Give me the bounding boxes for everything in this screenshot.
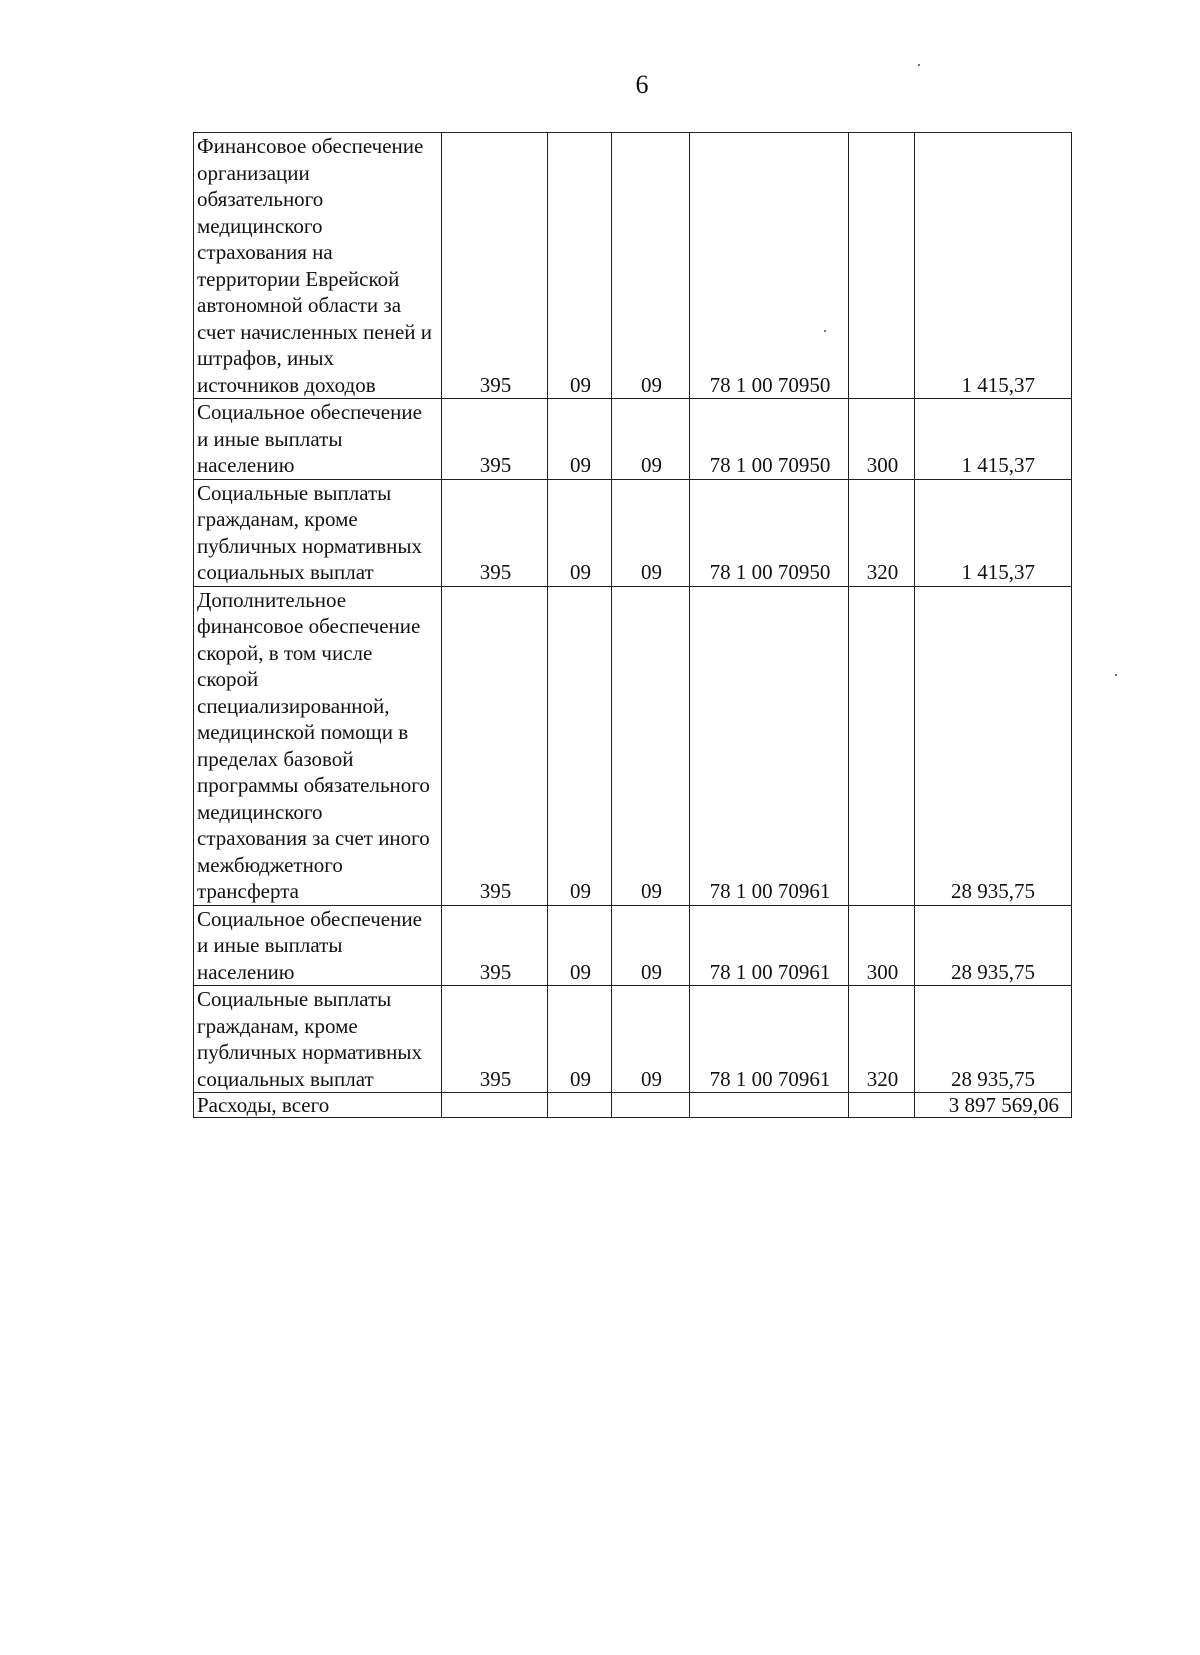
subsection-code-cell: 09 (612, 399, 690, 480)
department-code-cell: 395 (442, 986, 548, 1093)
section-code-cell (548, 1093, 612, 1118)
table-body (194, 133, 1072, 1118)
department-code-cell: 395 (442, 479, 548, 586)
total-row (194, 1093, 1072, 1118)
budget-table (193, 132, 1072, 1118)
department-code-cell (442, 1093, 548, 1118)
expense-type-cell: 320 (849, 986, 915, 1093)
target-article-cell: 78 1 00 70950 (690, 133, 849, 399)
scan-speck (1115, 674, 1117, 676)
department-code-cell: 395 (442, 586, 548, 905)
table-row (194, 586, 1072, 905)
item-name-cell: Социальные выплаты гражданам, кроме публичных нормативных социальных выплат (194, 986, 442, 1093)
subsection-code-cell: 09 (612, 479, 690, 586)
amount-cell: 28 935,75 (915, 905, 1072, 986)
amount-cell: 28 935,75 (915, 986, 1072, 1093)
item-name-cell: Финансовое обеспечение организации обязательного медицинского страхования на территории Еврейской автономной области за счет начисленных пеней и штрафов, иных источников доходов (194, 133, 442, 399)
table-row (194, 133, 1072, 399)
section-code-cell: 09 (548, 905, 612, 986)
amount-cell: 1 415,37 (915, 399, 1072, 480)
item-name-cell: Расходы, всего (194, 1093, 442, 1118)
amount-cell: 1 415,37 (915, 479, 1072, 586)
item-name-cell: Дополнительное финансовое обеспечение скорой, в том числе скорой специализированной, медицинской помощи в пределах базовой программы обязательного медицинского страхования за счет иного межбюджетного трансферта (194, 586, 442, 905)
expense-type-cell: 320 (849, 479, 915, 586)
section-code-cell: 09 (548, 399, 612, 480)
table-row (194, 479, 1072, 586)
expense-type-cell (849, 586, 915, 905)
item-name-cell: Социальное обеспечение и иные выплаты населению (194, 905, 442, 986)
page-number: 6 (635, 70, 649, 99)
target-article-cell: 78 1 00 70961 (690, 986, 849, 1093)
expense-type-cell (849, 1093, 915, 1118)
expense-type-cell (849, 133, 915, 399)
item-name-cell: Социальные выплаты гражданам, кроме публичных нормативных социальных выплат (194, 479, 442, 586)
expense-type-cell: 300 (849, 399, 915, 480)
section-code-cell: 09 (548, 586, 612, 905)
department-code-cell: 395 (442, 399, 548, 480)
scan-speck (824, 330, 826, 332)
target-article-cell: 78 1 00 70950 (690, 399, 849, 480)
expense-type-cell: 300 (849, 905, 915, 986)
target-article-cell: 78 1 00 70961 (690, 905, 849, 986)
section-code-cell: 09 (548, 986, 612, 1093)
scan-speck (918, 64, 920, 66)
department-code-cell: 395 (442, 133, 548, 399)
section-code-cell: 09 (548, 133, 612, 399)
department-code-cell: 395 (442, 905, 548, 986)
target-article-cell (690, 1093, 849, 1118)
amount-cell: 1 415,37 (915, 133, 1072, 399)
table-row (194, 986, 1072, 1093)
subsection-code-cell: 09 (612, 133, 690, 399)
amount-cell: 3 897 569,06 (915, 1093, 1072, 1118)
subsection-code-cell: 09 (612, 986, 690, 1093)
section-code-cell: 09 (548, 479, 612, 586)
table-row (194, 905, 1072, 986)
subsection-code-cell (612, 1093, 690, 1118)
target-article-cell: 78 1 00 70961 (690, 586, 849, 905)
table-row (194, 399, 1072, 480)
amount-cell: 28 935,75 (915, 586, 1072, 905)
subsection-code-cell: 09 (612, 586, 690, 905)
item-name-cell: Социальное обеспечение и иные выплаты населению (194, 399, 442, 480)
subsection-code-cell: 09 (612, 905, 690, 986)
target-article-cell: 78 1 00 70950 (690, 479, 849, 586)
